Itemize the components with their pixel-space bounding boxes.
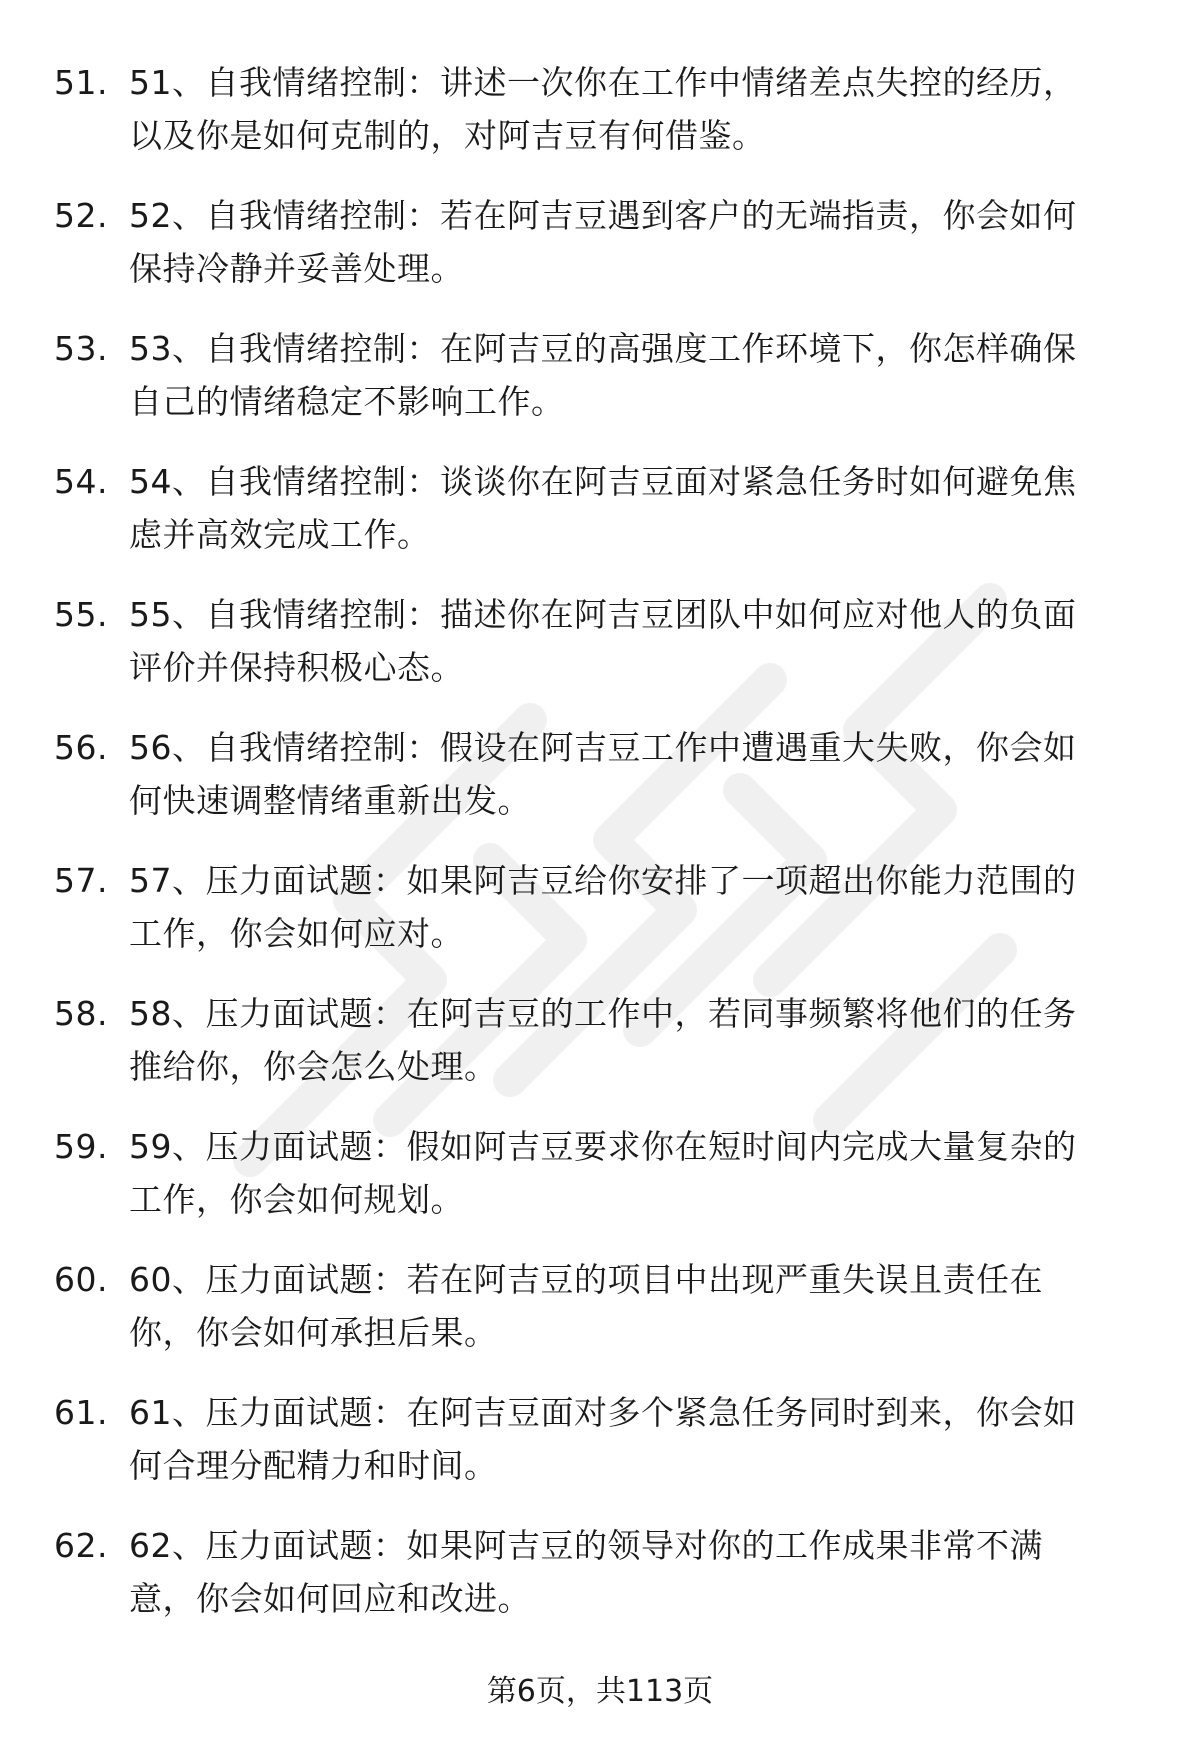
question-item [0,721,1200,854]
question-number: 56. [54,728,108,767]
question-text: 58、压力面试题：在阿吉豆的工作中，若同事频繁将他们的任务 推给你，你会怎么处理。 [129,994,1077,1086]
question-text: 62、压力面试题：如果阿吉豆的领导对你的工作成果非常不满 意，你会如何回应和改进。 [129,1526,1043,1618]
question-text: 57、压力面试题：如果阿吉豆给你安排了一项超出你能力范围的 工作，你会如何应对。 [129,861,1077,953]
question-text: 55、自我情绪控制：描述你在阿吉豆团队中如何应对他人的负面 评价并保持积极心态。 [129,595,1077,687]
page-footer: 第6页，共113页 [486,1674,714,1709]
question-text: 54、自我情绪控制：谈谈你在阿吉豆面对紧急任务时如何避免焦 虑并高效完成工作。 [129,462,1077,554]
question-item [0,322,1200,455]
question-item [0,588,1200,721]
question-item [0,189,1200,322]
question-text: 52、自我情绪控制：若在阿吉豆遇到客户的无端指责，你会如何 保持冷静并妥善处理。 [129,196,1077,288]
question-text: 53、自我情绪控制：在阿吉豆的高强度工作环境下，你怎样确保 自己的情绪稳定不影响工作。 [129,329,1077,421]
question-number: 62. [54,1526,108,1565]
question-item [0,1519,1200,1652]
question-number: 52. [54,196,108,235]
question-number: 60. [54,1260,108,1299]
question-item [0,1253,1200,1386]
question-text: 56、自我情绪控制：假设在阿吉豆工作中遭遇重大失败，你会如 何快速调整情绪重新出发。 [129,728,1077,820]
question-item [0,455,1200,588]
question-text: 59、压力面试题：假如阿吉豆要求你在短时间内完成大量复杂的 工作，你会如何规划。 [129,1127,1077,1219]
question-number: 58. [54,994,108,1033]
question-number: 51. [54,63,108,102]
question-item [0,1386,1200,1519]
question-number: 59. [54,1127,108,1166]
question-item [0,854,1200,987]
question-item [0,1120,1200,1253]
question-number: 53. [54,329,108,368]
question-text: 60、压力面试题：若在阿吉豆的项目中出现严重失误且责任在 你，你会如何承担后果。 [129,1260,1043,1352]
question-list [0,56,1200,1652]
question-item [0,987,1200,1120]
question-number: 61. [54,1393,108,1432]
question-text: 61、压力面试题：在阿吉豆面对多个紧急任务同时到来，你会如 何合理分配精力和时间。 [129,1393,1077,1485]
question-number: 55. [54,595,108,634]
question-number: 54. [54,462,108,501]
question-number: 57. [54,861,108,900]
question-text: 51、自我情绪控制：讲述一次你在工作中情绪差点失控的经历， 以及你是如何克制的，对阿吉豆有何借鉴。 [129,63,1077,155]
question-item [0,56,1200,189]
